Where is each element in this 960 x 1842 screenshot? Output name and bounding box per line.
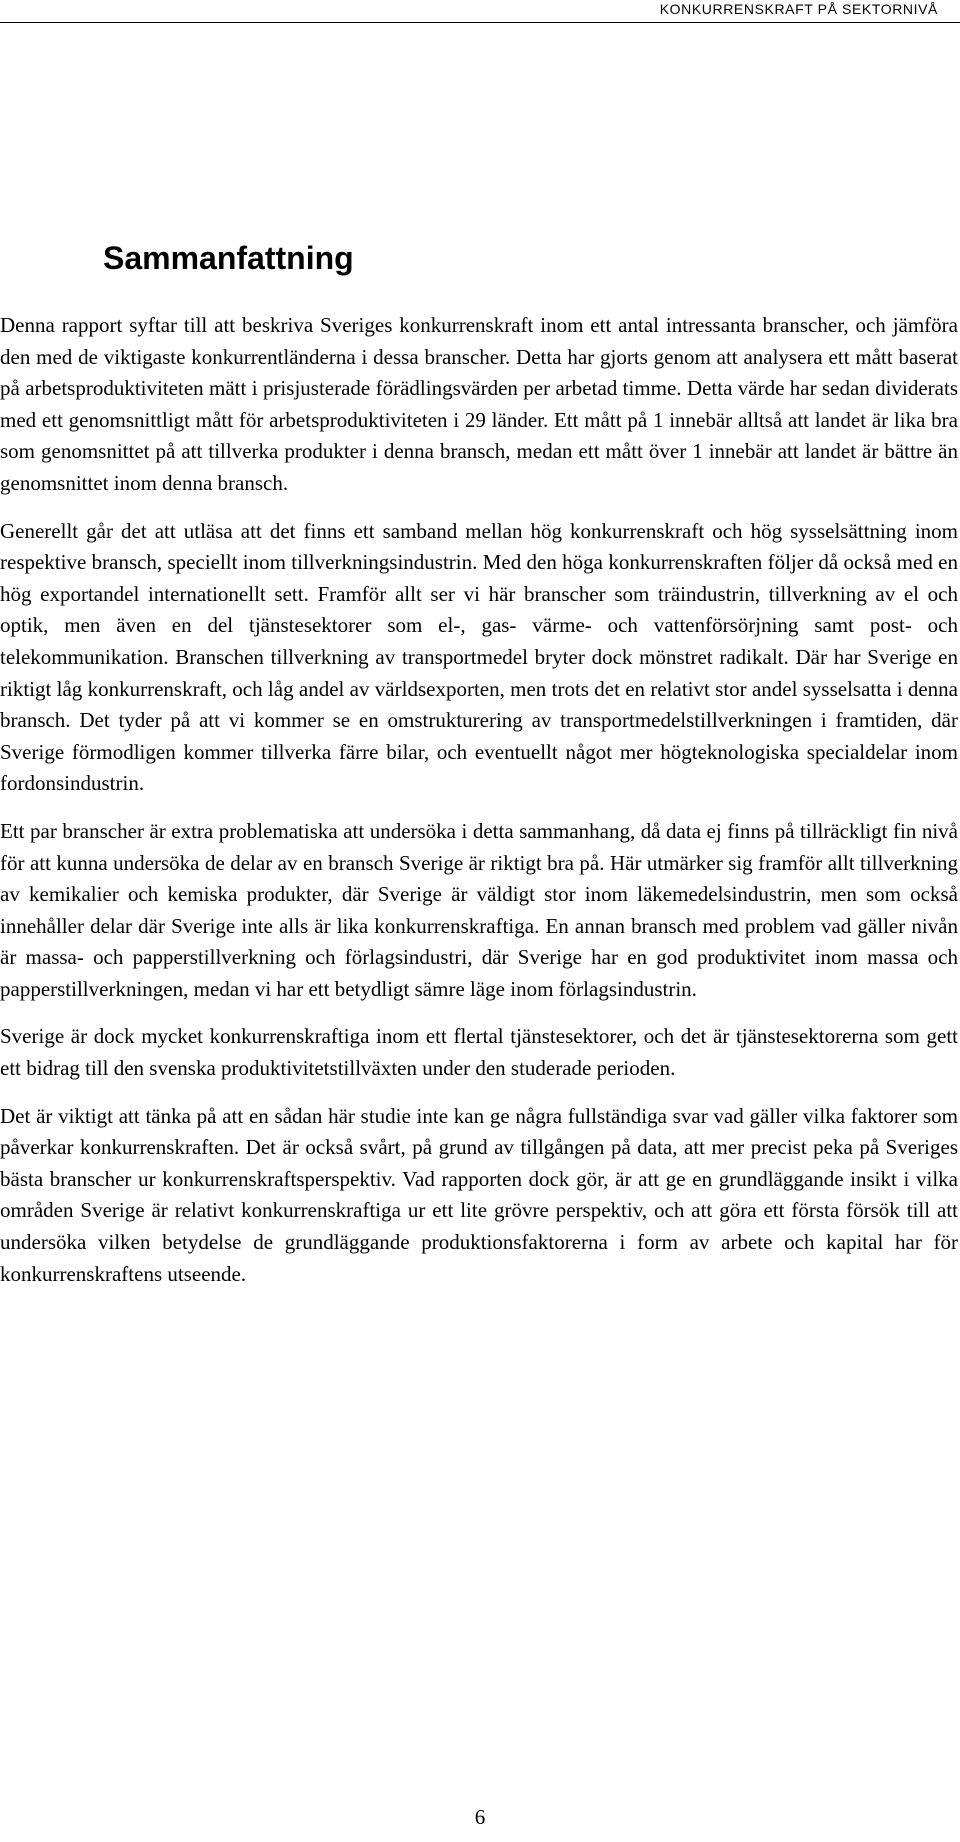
header-divider <box>0 22 960 23</box>
paragraph-3: Ett par branscher är extra problematiska att undersöka i detta sammanhang, då data ej finns på tillräckligt fin nivå för att kunna undersöka de delar av en bransch Sverige är riktigt bra på. Här utmärker sig framför allt tillverkning av kemikalier och kemiska produkter, där Sverige är väldigt stor inom läkemedelsindustrin, men som också innehåller delar där Sverige inte alls är lika konkurrenskraftiga. En annan bransch med problem vad gäller nivån är massa- och papperstillverkning och förlagsindustri, där Sverige har en god produktivitet inom massa och papperstillverkningen, medan vi har ett betydligt sämre läge inom förlagsindustrin. <box>0 818 958 1001</box>
paragraph-4: Sverige är dock mycket konkurrenskraftiga inom ett flertal tjänstesektorer, och det är tjänstesektorerna som gett ett bidrag till den svenska produktivitetstillväxten under den studerade perioden. <box>0 1024 958 1081</box>
section-title: Sammanfattning <box>103 240 354 276</box>
paragraph-1: Denna rapport syftar till att beskriva Sveriges konkurrenskraft inom ett antal intressanta branscher, och jämföra den med de viktigaste konkurrentländerna i dessa branscher. Detta har gjorts genom att analysera ett mått baserat på arbetsproduktiviteten mätt i prisjusterade förädlingsvärden per arbetad timme. Detta värde har sedan dividerats med ett genomsnittligt mått för arbetsproduktiviteten i 29 länder. Ett mått på 1 innebär alltså att landet är lika bra som genomsnittet på att tillverka produkter i denna bransch, medan ett mått över 1 innebär att landet är bättre än genomsnittet inom denna bransch. <box>0 313 958 495</box>
page-number: 6 <box>474 1805 486 1829</box>
paragraph-2: Generellt går det att utläsa att det finns ett samband mellan hög konkurrenskraft och hög sysselsättning inom respektive bransch, speciellt inom tillverkningsindustrin. Med den höga konkurrenskraften följer då också med en hög exportandel internationellt sett. Framför allt ser vi här branscher som träindustrin, tillverkning av el och optik, men även en del tjänstesektorer som el-, gas- värme- och vattenförsörjning samt post- och telekommunikation. Branschen tillverkning av transportmedel bryter dock mönstret radikalt. Där har Sverige en riktigt låg konkurrenskraft, och låg andel av världsexporten, men trots det en relativt stor andel sysselsatta i denna bransch. Det tyder på att vi kommer se en omstrukturering av transportmedelstillverkningen i framtiden, där Sverige förmodligen kommer tillverka färre bilar, och eventuellt något mer högteknologiska specialdelar inom fordonsindustrin. <box>0 518 958 796</box>
paragraph-5: Det är viktigt att tänka på att en sådan här studie inte kan ge några fullständiga svar vad gäller vilka faktorer som påverkar konkurrenskraften. Det är också svårt, på grund av tillgången på data, att mer precist peka på Sveriges bästa branscher ur konkurrenskraftsperspektiv. Vad rapporten dock gör, är att ge en grundläggande insikt i vilka områden Sverige är relativt konkurrenskraftiga ur ett lite grövre perspektiv, och att göra ett första försök till att undersöka vilken betydelse de grundläggande produktionsfaktorerna i form av arbete och kapital har för konkurrenskraftens utseende. <box>0 1103 958 1286</box>
running-header: KONKURRENSKRAFT PÅ SEKTORNIVÅ <box>659 1 938 17</box>
body-text <box>0 310 958 1306</box>
